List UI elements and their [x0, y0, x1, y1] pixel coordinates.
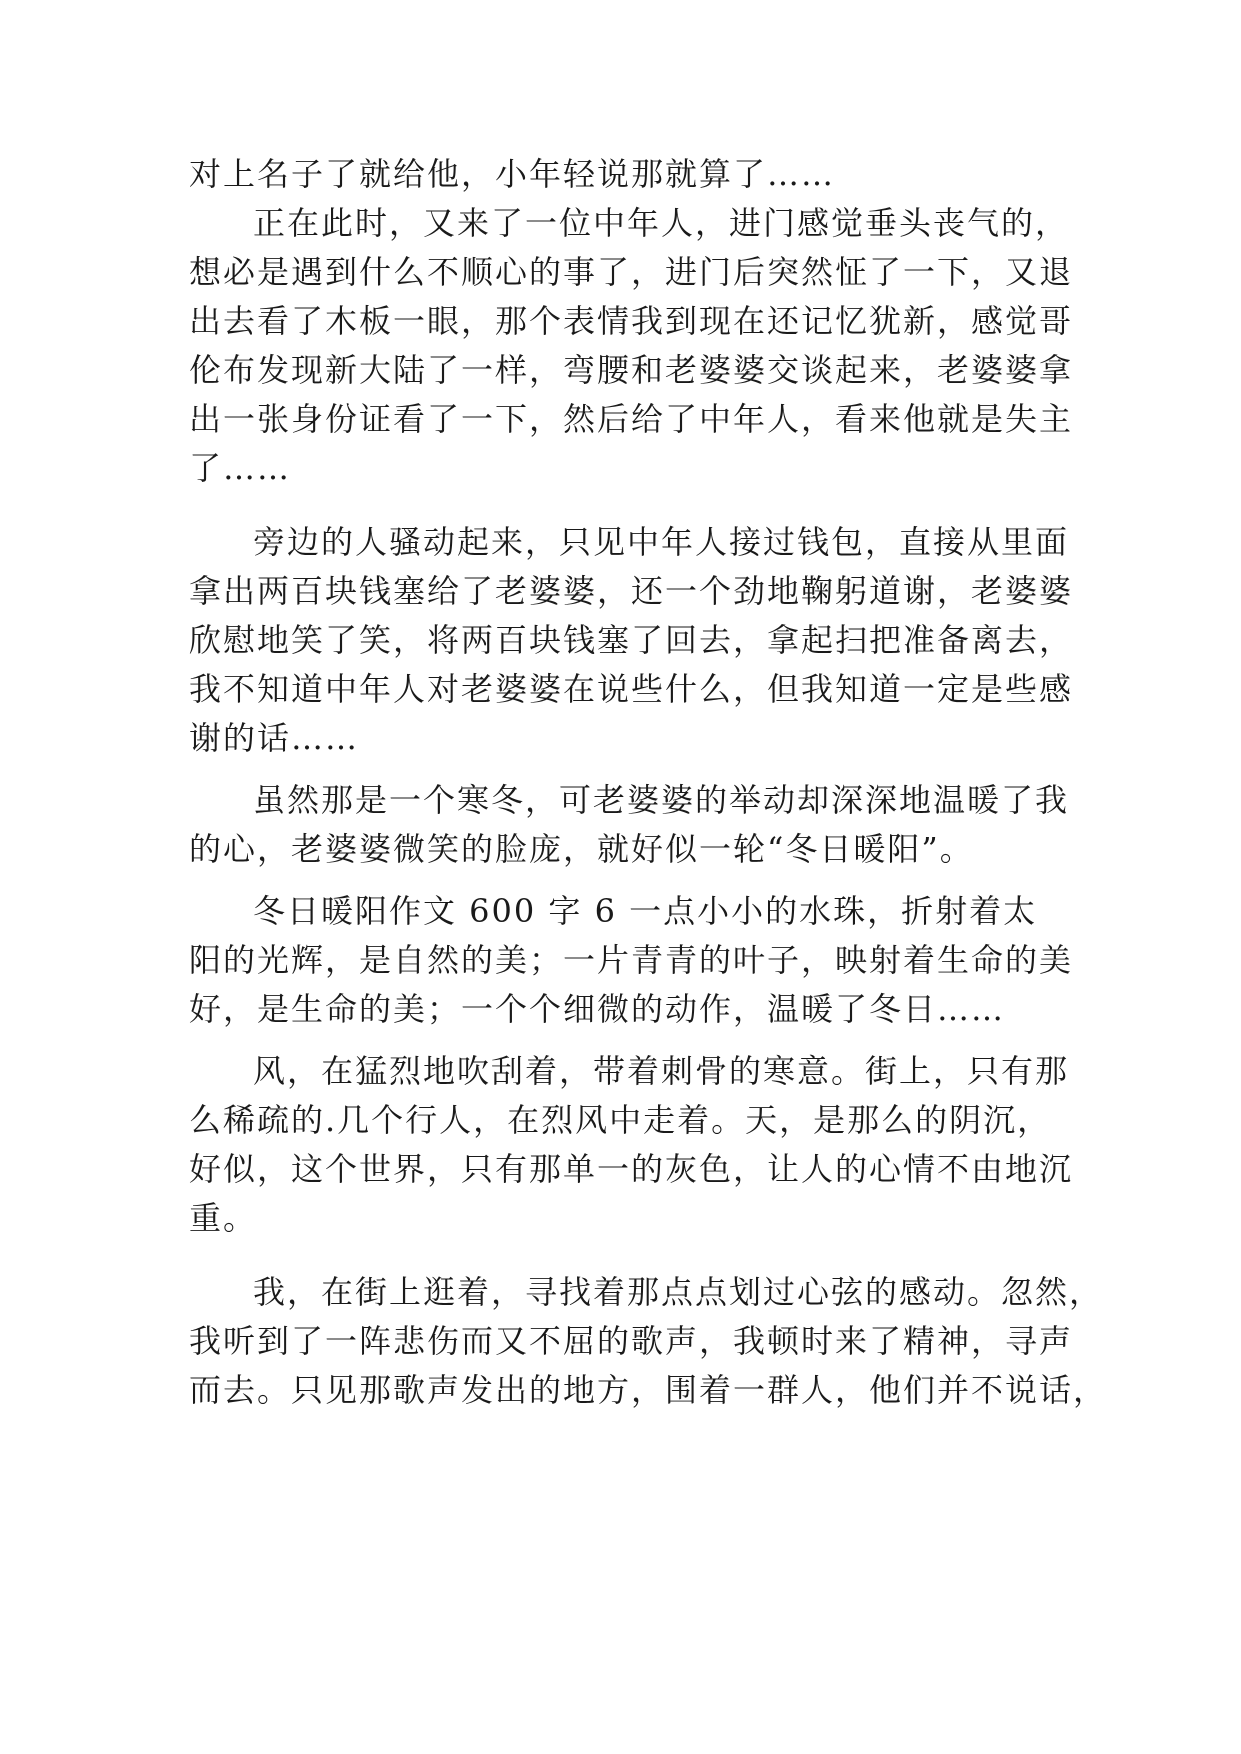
text-line: 风，在猛烈地吹刮着，带着刺骨的寒意。街上，只有那	[253, 1052, 1070, 1090]
text-line: 了……	[189, 449, 292, 487]
text-line: 拿出两百块钱塞给了老婆婆，还一个劲地鞠躬道谢，老婆婆	[189, 572, 1074, 610]
text-line: 我不知道中年人对老婆婆在说些什么，但我知道一定是些感	[189, 670, 1074, 708]
text-line: 冬日暖阳作文 600 字 6 一点小小的水珠，折射着太	[253, 892, 1038, 930]
text-line: 好似，这个世界，只有那单一的灰色，让人的心情不由地沉	[189, 1150, 1074, 1188]
text-line: 阳的光辉，是自然的美；一片青青的叶子，映射着生命的美	[189, 941, 1074, 979]
text-line: 伦布发现新大陆了一样，弯腰和老婆婆交谈起来，老婆婆拿	[189, 351, 1074, 389]
text-line: 正在此时，又来了一位中年人，进门感觉垂头丧气的，	[253, 204, 1070, 242]
text-line: 重。	[189, 1199, 258, 1237]
text-line: 出去看了木板一眼，那个表情我到现在还记忆犹新，感觉哥	[189, 302, 1074, 340]
text-line: 谢的话……	[189, 719, 360, 757]
text-line: 我，在街上逛着，寻找着那点点划过心弦的感动。忽然，	[253, 1273, 1104, 1311]
text-line: 出一张身份证看了一下，然后给了中年人，看来他就是失主	[189, 400, 1074, 438]
text-line: 旁边的人骚动起来，只见中年人接过钱包，直接从里面	[253, 523, 1070, 561]
text-line: 的心，老婆婆微笑的脸庞，就好似一轮“冬日暖阳”。	[189, 830, 974, 868]
text-line: 好，是生命的美；一个个细微的动作，温暖了冬日……	[189, 990, 1006, 1028]
text-line: 我听到了一阵悲伤而又不屈的歌声，我顿时来了精神，寻声	[189, 1322, 1074, 1360]
text-line: 么稀疏的.几个行人，在烈风中走着。天，是那么的阴沉，	[189, 1101, 1052, 1139]
text-line: 对上名子了就给他，小年轻说那就算了……	[189, 155, 836, 193]
text-line: 虽然那是一个寒冬，可老婆婆的举动却深深地温暖了我	[253, 781, 1070, 819]
text-line: 而去。只见那歌声发出的地方，围着一群人，他们并不说话，	[189, 1371, 1108, 1409]
text-line: 想必是遇到什么不顺心的事了，进门后突然怔了一下，又退	[189, 253, 1074, 291]
text-line: 欣慰地笑了笑，将两百块钱塞了回去，拿起扫把准备离去，	[189, 621, 1074, 659]
